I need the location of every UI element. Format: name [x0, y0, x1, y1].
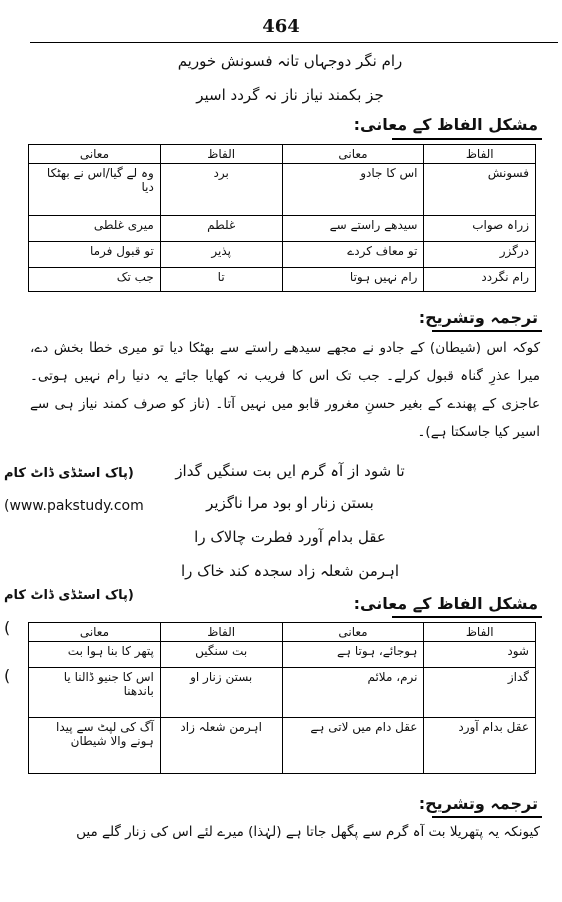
translation-heading-1: ترجمہ وتشریح: [418, 308, 538, 327]
verse-2-line-3: عقل بدام آورد فطرت چالاک را [194, 528, 386, 546]
table-row [29, 164, 536, 216]
table-row [29, 268, 536, 292]
watermark-urdu: (پاک اسٹڈی ڈاٹ کام [4, 466, 134, 481]
table-header-row [29, 145, 536, 164]
verse-1-line-1: رام نگر دوجہاں تانہ فسونش خوریم [177, 52, 403, 70]
verse-1-line-2: جز بکمند نیاز ناز نہ گردد اسیر [196, 86, 384, 104]
table-header-cell: الفاظ [424, 145, 536, 164]
table-cell: سیدھے راستے سے [282, 216, 424, 242]
table-cell: گداز [424, 668, 536, 718]
table-cell: عقل بدام آورد [424, 718, 536, 774]
table-cell: وہ لے گیا/اس نے بھٹکا دیا [29, 164, 161, 216]
glossary-table-2 [28, 622, 536, 774]
table-cell: آگ کی لپٹ سے پیدا ہونے والا شیطان [29, 718, 161, 774]
bracket-glyph: ( [4, 666, 11, 685]
table-row [29, 242, 536, 268]
table-cell: تا [160, 268, 282, 292]
table-cell: بستن زنار او [160, 668, 282, 718]
verse-2-line-1: تا شود از آہ گرم ایں بت سنگیں گداز [175, 462, 405, 480]
table-header-cell: معانی [29, 145, 161, 164]
table-cell: پذیر [160, 242, 282, 268]
table-row [29, 642, 536, 668]
table-cell: اس کا جادو [282, 164, 424, 216]
table-row [29, 668, 536, 718]
translation-paragraph-1: کوکہ اس (شیطان) کے جادو نے مجھے سیدھے راستے سے بھٹکا دیا تو میری خطا بخش دے، میرا عذرِ گناہ قبول کرلے۔ جب تک اس کا فریب نہ کھایا جائے یہ دنیا رام نہیں ہوتی۔ عاجزی کے پھندے کے بغیر حسنِ مغرور قابو میں نہیں آتا۔ (ناز کو صرف کمند نیاز ہی سے اسیر کیا جاسکتا ہے)۔ [30, 340, 540, 440]
heading-underline [432, 330, 542, 332]
verse-2-line-2: بستن زنار او بود مرا ناگزیر [206, 494, 374, 512]
table-cell: تو معاف کردے [282, 242, 424, 268]
table-header-row [29, 623, 536, 642]
translation-heading-2: ترجمہ وتشریح: [418, 794, 538, 813]
header-rule [30, 42, 558, 43]
table-header-cell: الفاظ [160, 145, 282, 164]
page-number: 464 [262, 16, 300, 37]
heading-underline [392, 616, 542, 618]
table-cell: غلطم [160, 216, 282, 242]
table-cell: میری غلطی [29, 216, 161, 242]
table-cell: رام نہیں ہوتا [282, 268, 424, 292]
table-cell: اس کا جنیو ڈالنا یا باندھنا [29, 668, 161, 718]
glossary-heading-1: مشکل الفاظ کے معانی: [353, 115, 538, 134]
table-cell: پتھر کا بنا ہوا بت [29, 642, 161, 668]
watermark-urdu: (پاک اسٹڈی ڈاٹ کام [4, 588, 134, 603]
glossary-table-1 [28, 144, 536, 292]
table-cell: عقل دام میں لاتی ہے [282, 718, 424, 774]
table-cell: اہرمن شعلہ زاد [160, 718, 282, 774]
table-cell: شود [424, 642, 536, 668]
table-cell: جب تک [29, 268, 161, 292]
translation-paragraph-2: کیونکہ یہ پتھریلا بت آہ گرم سے پگھل جاتا ہے (لہٰذا) میرے لئے اس کی زنار گلے میں [76, 824, 540, 840]
table-cell: ہوجائے، ہوتا ہے [282, 642, 424, 668]
table-cell: درگزر [424, 242, 536, 268]
table-header-cell: معانی [282, 145, 424, 164]
table-header-cell: الفاظ [160, 623, 282, 642]
bracket-glyph: ( [4, 618, 11, 637]
table-header-cell: الفاظ [424, 623, 536, 642]
table-cell: برد [160, 164, 282, 216]
glossary-heading-2: مشکل الفاظ کے معانی: [353, 594, 538, 613]
watermark-url: (www.pakstudy.com [4, 498, 144, 514]
heading-underline [392, 138, 542, 140]
table-cell: تو قبول فرما [29, 242, 161, 268]
table-row [29, 216, 536, 242]
table-cell: بت سنگیں [160, 642, 282, 668]
table-row [29, 718, 536, 774]
table-cell: زراہ صواب [424, 216, 536, 242]
table-cell: فسونش [424, 164, 536, 216]
table-cell: رام نگردد [424, 268, 536, 292]
table-cell: نرم، ملائم [282, 668, 424, 718]
table-header-cell: معانی [29, 623, 161, 642]
table-header-cell: معانی [282, 623, 424, 642]
verse-2-line-4: اہرمن شعلہ زاد سجدہ کند خاک را [180, 562, 400, 580]
